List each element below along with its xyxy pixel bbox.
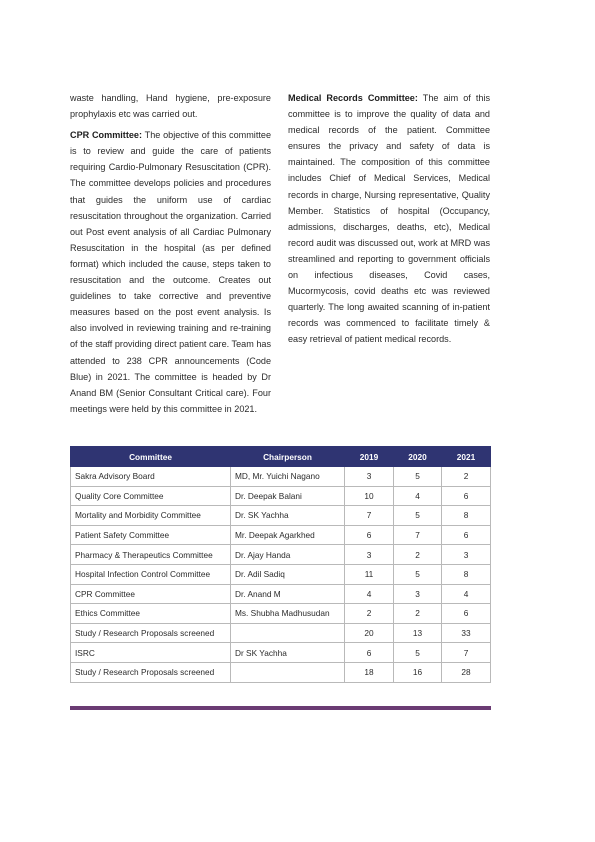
value-2021-cell: 6 bbox=[442, 486, 491, 506]
cpr-committee-text: The objective of this committee is to review and guide the care of patients requiring Cardio-Pulmonary Resuscitation (CPR). The committee develops policies and procedures that guides the uniform use of cardiac resuscitation throughout the organization. Carried out Post event analysis of all Cardiac Pulmonary Resuscitation in the hospital (as per defined format) which included the cause, steps taken to resuscitation and the outcome. Creates out guidelines to take corrective and preventive measures based on the post event analysis. Is also involved in reviewing training and re-training of the staff providing direct patient care. Team has attended to 238 CPR announcements (Code Blue) in 2021. The committee is headed by Dr Anand BM (Senior Consultant Critical care). Four meetings were held by this committee in 2021. bbox=[70, 130, 271, 414]
value-2020-cell: 5 bbox=[394, 506, 442, 526]
value-2020-cell: 16 bbox=[394, 662, 442, 682]
value-2020-cell: 4 bbox=[394, 486, 442, 506]
value-2020-cell: 13 bbox=[394, 623, 442, 643]
chairperson-cell: Ms. Shubha Madhusudan bbox=[231, 604, 345, 624]
value-2019-cell: 2 bbox=[345, 604, 394, 624]
chairperson-cell: Dr SK Yachha bbox=[231, 643, 345, 663]
value-2020-cell: 7 bbox=[394, 525, 442, 545]
value-2019-cell: 3 bbox=[345, 545, 394, 565]
committee-cell: Quality Core Committee bbox=[71, 486, 231, 506]
value-2021-cell: 28 bbox=[442, 662, 491, 682]
left-column bbox=[70, 90, 271, 417]
chairperson-cell: Mr. Deepak Agarkhed bbox=[231, 525, 345, 545]
value-2019-cell: 10 bbox=[345, 486, 394, 506]
value-2019-cell: 18 bbox=[345, 662, 394, 682]
table-row bbox=[71, 604, 491, 624]
committee-cell: Study / Research Proposals screened bbox=[71, 662, 231, 682]
footer-divider bbox=[70, 706, 491, 710]
header-2020: 2020 bbox=[394, 447, 442, 467]
value-2021-cell: 6 bbox=[442, 604, 491, 624]
value-2021-cell: 33 bbox=[442, 623, 491, 643]
committee-cell: Study / Research Proposals screened bbox=[71, 623, 231, 643]
table-row bbox=[71, 584, 491, 604]
committee-cell: Patient Safety Committee bbox=[71, 525, 231, 545]
committee-cell: Hospital Infection Control Committee bbox=[71, 564, 231, 584]
cpr-committee-heading: CPR Committee: bbox=[70, 130, 143, 141]
table-row bbox=[71, 506, 491, 526]
value-2020-cell: 3 bbox=[394, 584, 442, 604]
value-2019-cell: 3 bbox=[345, 467, 394, 487]
value-2019-cell: 6 bbox=[345, 643, 394, 663]
value-2019-cell: 4 bbox=[345, 584, 394, 604]
table-row bbox=[71, 564, 491, 584]
table-row bbox=[71, 545, 491, 565]
value-2021-cell: 8 bbox=[442, 506, 491, 526]
committee-cell: Ethics Committee bbox=[71, 604, 231, 624]
value-2020-cell: 2 bbox=[394, 604, 442, 624]
chairperson-cell: Dr. Deepak Balani bbox=[231, 486, 345, 506]
committee-meetings-table bbox=[70, 446, 491, 683]
value-2021-cell: 4 bbox=[442, 584, 491, 604]
committee-cell: Sakra Advisory Board bbox=[71, 467, 231, 487]
chairperson-cell bbox=[231, 623, 345, 643]
table-body bbox=[71, 467, 491, 683]
chairperson-cell: Dr. Ajay Handa bbox=[231, 545, 345, 565]
header-committee: Committee bbox=[71, 447, 231, 467]
header-chairperson: Chairperson bbox=[231, 447, 345, 467]
table-row bbox=[71, 662, 491, 682]
chairperson-cell: Dr. Anand M bbox=[231, 584, 345, 604]
value-2019-cell: 20 bbox=[345, 623, 394, 643]
value-2020-cell: 5 bbox=[394, 643, 442, 663]
value-2020-cell: 5 bbox=[394, 564, 442, 584]
table-row bbox=[71, 643, 491, 663]
cpr-committee-paragraph bbox=[70, 127, 271, 417]
value-2020-cell: 2 bbox=[394, 545, 442, 565]
table-row bbox=[71, 486, 491, 506]
table-row bbox=[71, 623, 491, 643]
chairperson-cell: Dr. SK Yachha bbox=[231, 506, 345, 526]
table-row bbox=[71, 525, 491, 545]
chairperson-cell: MD, Mr. Yuichi Nagano bbox=[231, 467, 345, 487]
value-2020-cell: 5 bbox=[394, 467, 442, 487]
right-column bbox=[288, 90, 490, 348]
value-2019-cell: 6 bbox=[345, 525, 394, 545]
value-2021-cell: 2 bbox=[442, 467, 491, 487]
chairperson-cell bbox=[231, 662, 345, 682]
value-2019-cell: 11 bbox=[345, 564, 394, 584]
value-2021-cell: 6 bbox=[442, 525, 491, 545]
value-2021-cell: 3 bbox=[442, 545, 491, 565]
header-2019: 2019 bbox=[345, 447, 394, 467]
table-header-row bbox=[71, 447, 491, 467]
value-2021-cell: 8 bbox=[442, 564, 491, 584]
header-2021: 2021 bbox=[442, 447, 491, 467]
value-2019-cell: 7 bbox=[345, 506, 394, 526]
chairperson-cell: Dr. Adil Sadiq bbox=[231, 564, 345, 584]
committee-cell: ISRC bbox=[71, 643, 231, 663]
table-row bbox=[71, 467, 491, 487]
medical-records-heading: Medical Records Committee: bbox=[288, 93, 418, 103]
medical-records-text: The aim of this committee is to improve the quality of data and medical records of the patient. Committee ensures the privacy and safety of data is maintained. The composition of this committee includes Chief of Medical Services, Medical records in charge, Nursing representative, Quality Member. Statistics of hospital (Occupancy, admissions, discharges, deaths, etc), Medical record audit was discussed out, work at MRD was streamlined and reporting to government officials on infectious diseases, Covid cases, Mucormycosis, covid deaths etc was reviewed quarterly. The long awaited scanning of in-patient records was commenced to facilitate timely & easy retrieval of patient medical records. bbox=[288, 93, 490, 345]
value-2021-cell: 7 bbox=[442, 643, 491, 663]
intro-paragraph: waste handling, Hand hygiene, pre-exposure prophylaxis etc was carried out. bbox=[70, 93, 271, 120]
committee-cell: CPR Committee bbox=[71, 584, 231, 604]
committee-cell: Pharmacy & Therapeutics Committee bbox=[71, 545, 231, 565]
medical-records-paragraph bbox=[288, 90, 490, 348]
committee-cell: Mortality and Morbidity Committee bbox=[71, 506, 231, 526]
